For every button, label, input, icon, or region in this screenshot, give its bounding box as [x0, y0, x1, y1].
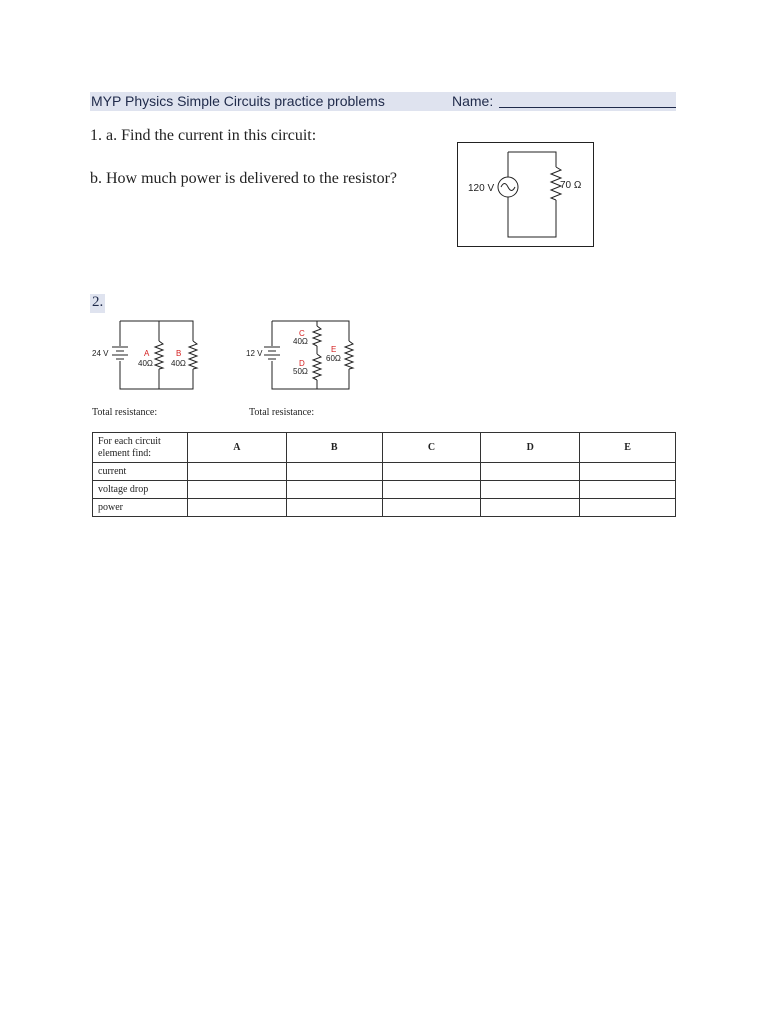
column-header-c: C — [382, 433, 481, 463]
resistor-a-icon — [155, 341, 163, 369]
table-row — [93, 481, 676, 499]
letter-b: B — [176, 349, 182, 358]
source-voltage-label: 120 V — [468, 183, 495, 194]
letter-d: D — [299, 359, 305, 368]
resistor-b-value: 40Ω — [171, 359, 186, 368]
table-row — [93, 499, 676, 517]
question-2-circuits-svg — [88, 316, 368, 406]
question-2-circuits — [88, 316, 368, 411]
letter-a: A — [144, 349, 150, 358]
question-1a: 1. a. Find the current in this circuit: — [90, 127, 317, 144]
answer-cell[interactable] — [286, 481, 382, 499]
column-header-a: A — [188, 433, 287, 463]
row-label-power: power — [93, 499, 188, 517]
column-header-d: D — [481, 433, 580, 463]
row-label-voltage-drop: voltage drop — [93, 481, 188, 499]
question-1b: b. How much power is delivered to the resistor? — [90, 170, 398, 187]
circuit-1-diagram — [458, 143, 593, 246]
total-resistance-label-2: Total resistance: — [249, 407, 315, 418]
letter-c: C — [299, 329, 305, 338]
answer-cell[interactable] — [580, 499, 676, 517]
answer-cell[interactable] — [580, 481, 676, 499]
total-resistance-label-1: Total resistance: — [92, 407, 158, 418]
answer-cell[interactable] — [580, 463, 676, 481]
table-corner-header: For each circuit element find: — [93, 433, 188, 463]
circuit-1-box — [457, 142, 594, 247]
resistor-c-icon — [313, 326, 321, 346]
name-label: Name: — [452, 93, 494, 109]
answer-cell[interactable] — [481, 463, 580, 481]
answer-cell[interactable] — [382, 463, 481, 481]
worksheet-title: MYP Physics Simple Circuits practice problems — [91, 93, 385, 109]
answer-cell[interactable] — [382, 481, 481, 499]
table-header-row — [93, 433, 676, 463]
resistor-d-icon — [313, 354, 321, 380]
answer-cell[interactable] — [286, 463, 382, 481]
worksheet-header — [90, 92, 676, 111]
column-header-b: B — [286, 433, 382, 463]
table-row — [93, 463, 676, 481]
answer-cell[interactable] — [382, 499, 481, 517]
answer-cell[interactable] — [481, 499, 580, 517]
letter-e: E — [331, 345, 337, 354]
answer-cell[interactable] — [481, 481, 580, 499]
answer-cell[interactable] — [188, 481, 287, 499]
name-blank-line[interactable] — [499, 107, 676, 108]
resistor-a-value: 40Ω — [138, 359, 153, 368]
circuit-a-source-label: 24 V — [92, 349, 109, 358]
answer-table — [92, 432, 676, 517]
resistor-c-value: 40Ω — [293, 337, 308, 346]
answer-cell[interactable] — [286, 499, 382, 517]
resistor-d-value: 50Ω — [293, 367, 308, 376]
answer-cell[interactable] — [188, 499, 287, 517]
circuit-b-source-label: 12 V — [246, 349, 263, 358]
question-2-number: 2. — [90, 294, 105, 313]
resistor-e-value: 60Ω — [326, 354, 341, 363]
resistor-b-icon — [189, 341, 197, 369]
column-header-e: E — [580, 433, 676, 463]
resistor-e-icon — [345, 341, 353, 369]
resistor-value-label: 70 Ω — [560, 180, 582, 191]
row-label-current: current — [93, 463, 188, 481]
answer-cell[interactable] — [188, 463, 287, 481]
